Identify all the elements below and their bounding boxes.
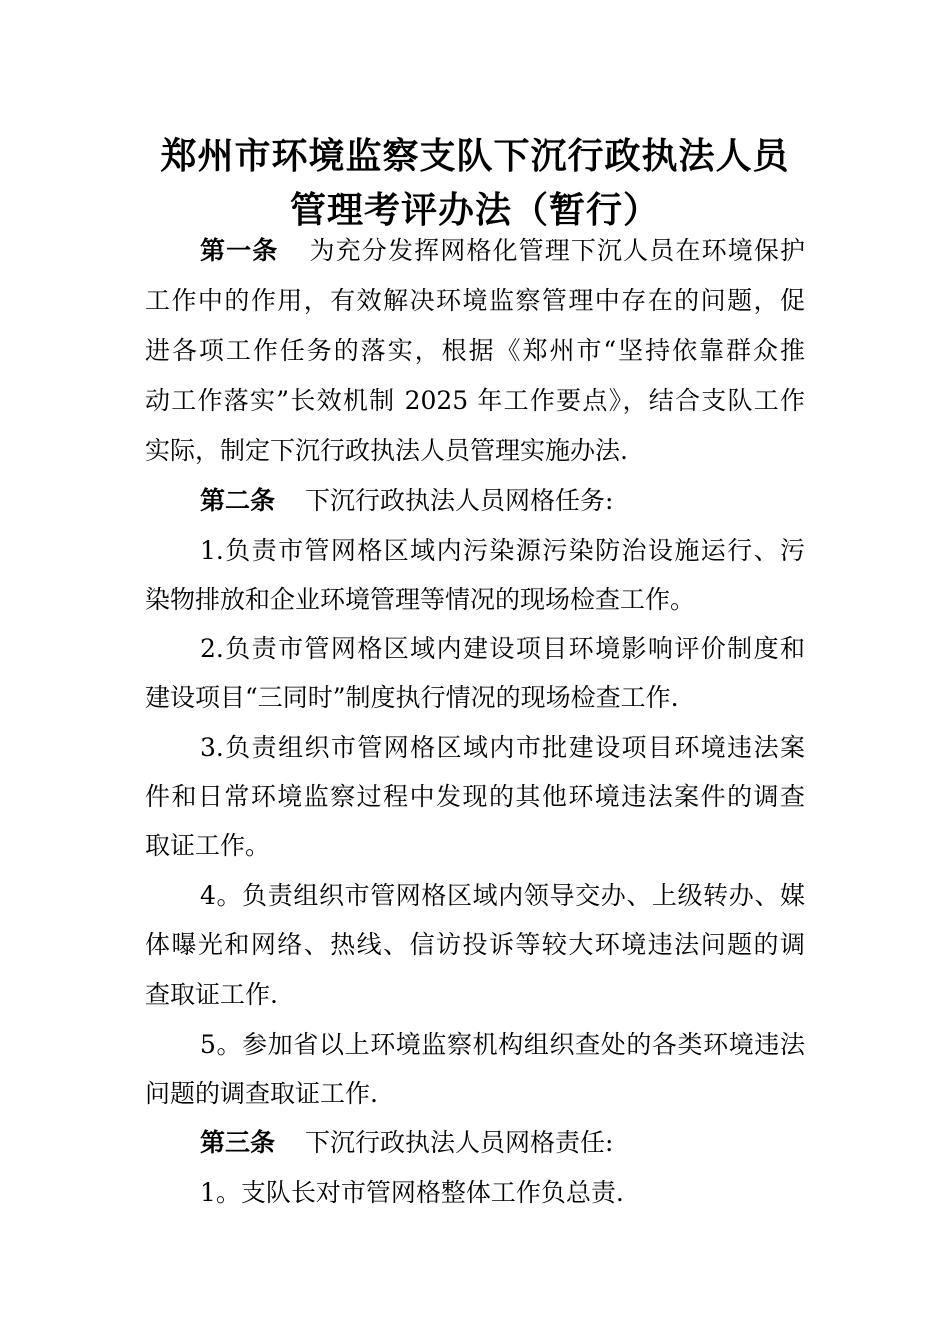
article2-item4-line1: 4。负责组织市管网格区域内领导交办、上级转办、媒 <box>200 881 805 910</box>
article3-intro: 下沉行政执法人员网格责任: <box>305 1128 614 1157</box>
article2-item4-line3: 查取证工作. <box>145 980 278 1009</box>
article1-line5: 实际，制定下沉行政执法人员管理实施办法. <box>145 436 628 465</box>
article3-heading: 第三条 <box>200 1128 276 1157</box>
article1-line2: 工作中的作用，有效解决环境监察管理中存在的问题，促 <box>145 286 805 315</box>
article1-line1 <box>200 226 805 276</box>
article2-item2-line2: 建设项目“三同时”制度执行情况的现场检查工作. <box>145 683 679 712</box>
article3-heading-line <box>200 1118 805 1168</box>
article2-item3-line3: 取证工作。 <box>145 831 271 860</box>
title-line-2: 管理考评办法（暂行） <box>289 190 660 231</box>
article2-item5-line1: 5。参加省以上环境监察机构组织查处的各类环境违法 <box>200 1030 805 1059</box>
article1-line3: 进各项工作任务的落实，根据《郑州市“坚持依靠群众推 <box>145 336 805 365</box>
article2-heading-line <box>200 476 805 526</box>
article2-item5-line2: 问题的调查取证工作. <box>145 1079 378 1108</box>
article2-item3-line1: 3.负责组织市管网格区域内市批建设项目环境违法案 <box>200 733 805 762</box>
article2-heading: 第二条 <box>200 486 276 515</box>
article2-item1-line1: 1.负责市管网格区域内污染源污染防治设施运行、污 <box>200 536 805 565</box>
article1-line4: 动工作落实”长效机制 2025 年工作要点》，结合支队工作 <box>145 386 805 415</box>
article2-item1-line2: 染物排放和企业环境管理等情况的现场检查工作。 <box>145 585 696 614</box>
article2-item4-line2: 体曝光和网络、热线、信访投诉等较大环境违法问题的调 <box>145 930 805 959</box>
article1-text-1: 为充分发挥网格化管理下沉人员在环境保护 <box>308 236 805 265</box>
article3-item1-line1: 1。支队长对市管网格整体工作负总责. <box>200 1178 624 1207</box>
article2-item3-line2: 件和日常环境监察过程中发现的其他环境违法案件的调查 <box>145 782 805 811</box>
article2-item2-line1: 2.负责市管网格区域内建设项目环境影响评价制度和 <box>200 634 805 663</box>
article2-intro: 下沉行政执法人员网格任务: <box>305 486 614 515</box>
article1-heading: 第一条 <box>200 236 279 265</box>
title-line-1: 郑州市环境监察支队下沉行政执法人员 <box>160 136 790 177</box>
